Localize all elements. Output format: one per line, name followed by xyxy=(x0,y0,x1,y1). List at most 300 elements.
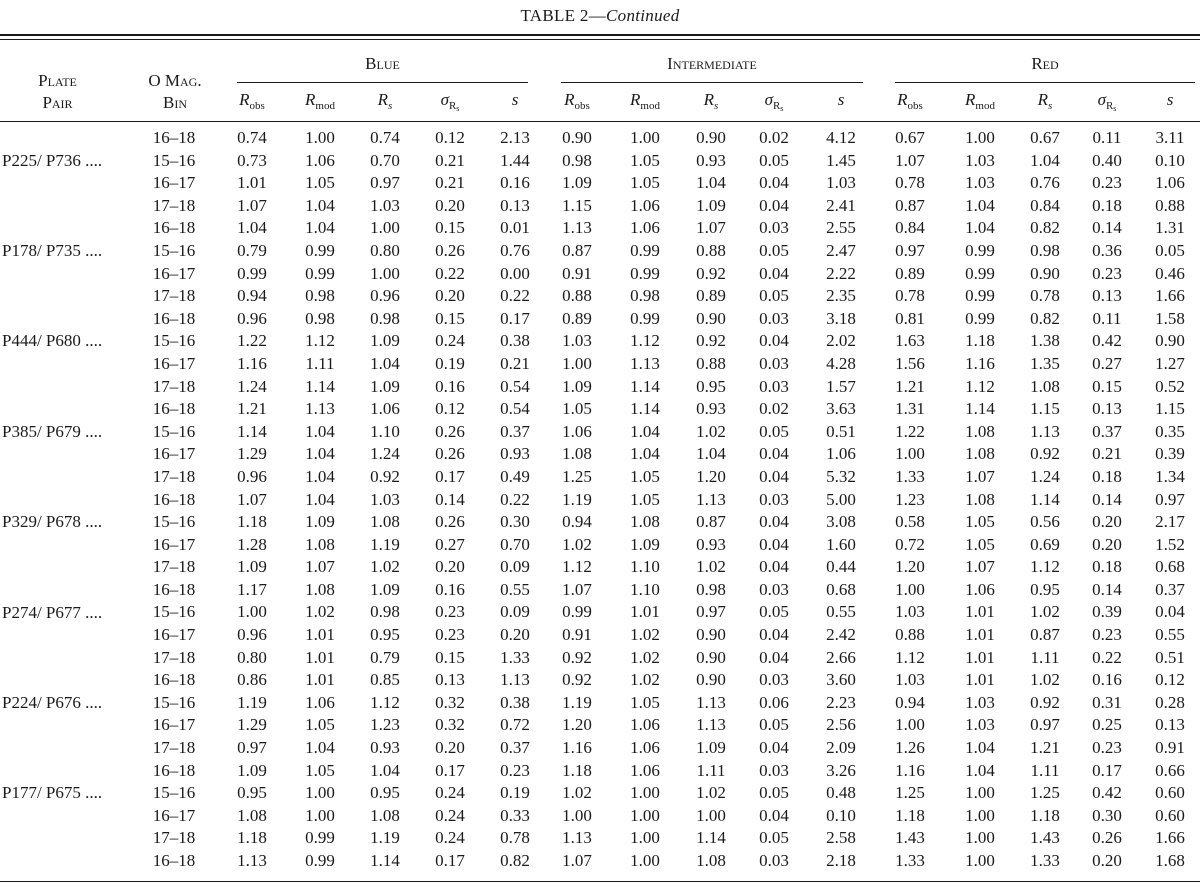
value-cell: 1.15 xyxy=(1030,399,1060,419)
value-cell: 0.18 xyxy=(1092,195,1122,215)
value-cell: 1.15 xyxy=(1155,399,1185,419)
value-cell: 1.18 xyxy=(965,331,995,351)
value-cell: 0.04 xyxy=(759,331,789,351)
table-row xyxy=(0,263,1200,286)
table-row xyxy=(0,511,1200,534)
value-cell: 0.13 xyxy=(435,670,465,690)
value-cell: 1.08 xyxy=(370,805,400,825)
value-cell: 1.06 xyxy=(305,692,335,712)
value-cell: 1.00 xyxy=(370,218,400,238)
value-cell: 2.35 xyxy=(826,286,856,306)
value-cell: 1.00 xyxy=(305,805,335,825)
mag-bin-cell: 16–18 xyxy=(152,670,196,690)
value-cell: 2.02 xyxy=(826,331,856,351)
value-cell: 2.23 xyxy=(826,692,856,712)
value-cell: 1.00 xyxy=(965,851,995,870)
value-cell: 0.85 xyxy=(370,670,400,690)
value-cell: 1.29 xyxy=(237,715,267,735)
mag-bin-cell: 16–17 xyxy=(152,173,196,193)
value-cell: 0.20 xyxy=(435,286,465,306)
value-cell: 3.60 xyxy=(826,670,856,690)
mag-bin-cell: 16–17 xyxy=(152,534,196,554)
value-cell: 0.81 xyxy=(895,308,925,328)
value-cell: 1.03 xyxy=(895,602,925,622)
plate-pair-label: P444/ P680 .... xyxy=(2,331,103,351)
value-cell: 0.06 xyxy=(759,692,789,712)
value-cell: 1.03 xyxy=(895,670,925,690)
value-cell: 0.18 xyxy=(1092,557,1122,577)
value-cell: 1.19 xyxy=(562,489,592,509)
value-cell: 1.01 xyxy=(305,670,335,690)
value-cell: 0.99 xyxy=(965,263,995,283)
value-cell: 0.99 xyxy=(965,286,995,306)
value-cell: 0.23 xyxy=(435,625,465,645)
value-cell: 0.17 xyxy=(500,308,530,328)
value-cell: 0.13 xyxy=(500,195,530,215)
value-cell: 2.58 xyxy=(826,828,856,848)
value-cell: 1.16 xyxy=(895,760,925,780)
value-cell: 1.31 xyxy=(895,399,925,419)
value-cell: 0.10 xyxy=(826,805,856,825)
value-cell: 0.95 xyxy=(237,783,267,803)
value-cell: 0.05 xyxy=(759,150,789,170)
value-cell: 0.15 xyxy=(435,308,465,328)
value-cell: 0.91 xyxy=(562,625,592,645)
value-cell: 1.29 xyxy=(237,444,267,464)
col-header-rmod: $R_{mod}$ xyxy=(965,90,995,112)
value-cell: 1.13 xyxy=(1030,421,1060,441)
value-cell: 1.09 xyxy=(696,195,726,215)
data-table xyxy=(0,127,1200,873)
value-cell: 1.02 xyxy=(305,602,335,622)
value-cell: 0.55 xyxy=(500,579,530,599)
value-cell: 0.22 xyxy=(1092,647,1122,667)
value-cell: 0.90 xyxy=(1030,263,1060,283)
value-cell: 0.97 xyxy=(237,738,267,758)
value-cell: 0.78 xyxy=(500,828,530,848)
value-cell: 0.69 xyxy=(1030,534,1060,554)
table-row xyxy=(0,534,1200,557)
value-cell: 1.11 xyxy=(1030,647,1060,667)
value-cell: 0.36 xyxy=(1092,240,1122,260)
value-cell: 0.32 xyxy=(435,715,465,735)
value-cell: 1.10 xyxy=(630,579,660,599)
value-cell: 1.66 xyxy=(1155,828,1185,848)
value-cell: 1.21 xyxy=(1030,738,1060,758)
value-cell: 0.20 xyxy=(435,557,465,577)
mag-bin-cell: 17–18 xyxy=(152,466,196,486)
value-cell: 2.13 xyxy=(500,128,530,147)
value-cell: 1.01 xyxy=(965,625,995,645)
value-cell: 1.05 xyxy=(630,692,660,712)
value-cell: 1.11 xyxy=(1030,760,1060,780)
value-cell: 0.17 xyxy=(435,760,465,780)
value-cell: 0.60 xyxy=(1155,783,1185,803)
value-cell: 0.30 xyxy=(500,512,530,532)
value-cell: 0.95 xyxy=(370,783,400,803)
value-cell: 1.16 xyxy=(562,738,592,758)
value-cell: 1.08 xyxy=(630,512,660,532)
value-cell: 1.13 xyxy=(562,218,592,238)
value-cell: 1.01 xyxy=(965,602,995,622)
value-cell: 1.26 xyxy=(895,738,925,758)
value-cell: 1.20 xyxy=(696,466,726,486)
value-cell: 0.19 xyxy=(500,783,530,803)
value-cell: 1.09 xyxy=(562,173,592,193)
group-rule-red xyxy=(895,82,1195,83)
value-cell: 0.03 xyxy=(759,218,789,238)
value-cell: 0.98 xyxy=(305,308,335,328)
value-cell: 1.00 xyxy=(630,128,660,147)
value-cell: 1.02 xyxy=(696,783,726,803)
value-cell: 1.03 xyxy=(965,150,995,170)
value-cell: 1.13 xyxy=(696,692,726,712)
value-cell: 1.04 xyxy=(696,444,726,464)
value-cell: 0.92 xyxy=(1030,692,1060,712)
mag-bin-cell: 17–18 xyxy=(152,195,196,215)
value-cell: 0.27 xyxy=(435,534,465,554)
value-cell: 1.05 xyxy=(630,150,660,170)
value-cell: 1.16 xyxy=(965,353,995,373)
value-cell: 3.08 xyxy=(826,512,856,532)
value-cell: 0.93 xyxy=(696,399,726,419)
value-cell: 1.09 xyxy=(370,331,400,351)
table-row xyxy=(0,579,1200,602)
value-cell: 0.21 xyxy=(500,353,530,373)
value-cell: 1.04 xyxy=(305,444,335,464)
mag-bin-cell: 17–18 xyxy=(152,286,196,306)
value-cell: 1.25 xyxy=(1030,783,1060,803)
mag-bin-cell: 16–17 xyxy=(152,715,196,735)
value-cell: 0.05 xyxy=(759,783,789,803)
value-cell: 1.00 xyxy=(965,828,995,848)
value-cell: 0.97 xyxy=(696,602,726,622)
value-cell: 1.00 xyxy=(895,444,925,464)
value-cell: 1.02 xyxy=(370,557,400,577)
value-cell: 1.00 xyxy=(305,128,335,147)
value-cell: 1.05 xyxy=(305,173,335,193)
col-header-rs: $R_s$ xyxy=(703,90,719,112)
value-cell: 0.89 xyxy=(562,308,592,328)
value-cell: 0.49 xyxy=(500,466,530,486)
value-cell: 0.70 xyxy=(370,150,400,170)
value-cell: 0.05 xyxy=(759,421,789,441)
table-bottom-rule xyxy=(0,881,1200,882)
col-header-rmod: $R_{mod}$ xyxy=(630,90,660,112)
value-cell: 0.87 xyxy=(895,195,925,215)
value-cell: 1.00 xyxy=(630,828,660,848)
mag-bin-cell: 15–16 xyxy=(152,421,196,441)
col-header-sigma: $\sigma_{R_s}$ xyxy=(440,90,460,113)
group-intermediate: Intermediate xyxy=(667,54,757,73)
value-cell: 0.90 xyxy=(1155,331,1185,351)
value-cell: 0.26 xyxy=(435,444,465,464)
value-cell: 1.18 xyxy=(562,760,592,780)
value-cell: 0.73 xyxy=(237,150,267,170)
value-cell: 0.03 xyxy=(759,760,789,780)
table-row xyxy=(0,489,1200,512)
table-row xyxy=(0,850,1200,873)
value-cell: 0.04 xyxy=(759,195,789,215)
value-cell: 1.16 xyxy=(237,353,267,373)
value-cell: 1.03 xyxy=(370,489,400,509)
value-cell: 0.42 xyxy=(1092,331,1122,351)
value-cell: 1.14 xyxy=(305,376,335,396)
value-cell: 1.12 xyxy=(630,331,660,351)
value-cell: 0.90 xyxy=(562,128,592,147)
plate-pair-label: P177/ P675 .... xyxy=(2,783,103,803)
value-cell: 0.38 xyxy=(500,331,530,351)
value-cell: 1.00 xyxy=(895,579,925,599)
value-cell: 0.99 xyxy=(237,263,267,283)
value-cell: 0.84 xyxy=(895,218,925,238)
col-header-robs: $R_{obs}$ xyxy=(564,90,590,112)
value-cell: 0.04 xyxy=(1155,602,1185,622)
table-row xyxy=(0,376,1200,399)
value-cell: 1.04 xyxy=(965,738,995,758)
value-cell: 1.38 xyxy=(1030,331,1060,351)
value-cell: 0.54 xyxy=(500,376,530,396)
value-cell: 0.35 xyxy=(1155,421,1185,441)
value-cell: 0.04 xyxy=(759,625,789,645)
value-cell: 1.00 xyxy=(895,715,925,735)
value-cell: 1.02 xyxy=(696,421,726,441)
value-cell: 1.03 xyxy=(965,715,995,735)
value-cell: 0.20 xyxy=(1092,851,1122,870)
value-cell: 0.92 xyxy=(370,466,400,486)
value-cell: 1.04 xyxy=(237,218,267,238)
value-cell: 0.11 xyxy=(1092,308,1122,328)
plate-pair-label: P329/ P678 .... xyxy=(2,512,103,532)
value-cell: 1.13 xyxy=(237,851,267,870)
value-cell: 1.14 xyxy=(696,828,726,848)
value-cell: 1.04 xyxy=(305,195,335,215)
mag-bin-cell: 16–18 xyxy=(152,760,196,780)
value-cell: 1.15 xyxy=(562,195,592,215)
value-cell: 1.04 xyxy=(630,444,660,464)
value-cell: 0.13 xyxy=(1092,286,1122,306)
value-cell: 1.02 xyxy=(562,534,592,554)
group-blue: Blue xyxy=(365,54,400,73)
value-cell: 1.04 xyxy=(965,218,995,238)
omag-bin-header: O Mag. Bin xyxy=(148,71,202,112)
value-cell: 0.99 xyxy=(562,602,592,622)
value-cell: 0.94 xyxy=(237,286,267,306)
col-header-s: s xyxy=(837,90,845,109)
value-cell: 0.58 xyxy=(895,512,925,532)
value-cell: 1.04 xyxy=(965,195,995,215)
value-cell: 5.32 xyxy=(826,466,856,486)
value-cell: 0.04 xyxy=(759,263,789,283)
value-cell: 1.09 xyxy=(370,376,400,396)
value-cell: 3.11 xyxy=(1155,128,1185,147)
value-cell: 1.25 xyxy=(562,466,592,486)
value-cell: 0.37 xyxy=(1155,579,1185,599)
value-cell: 0.23 xyxy=(1092,625,1122,645)
value-cell: 1.07 xyxy=(237,195,267,215)
value-cell: 0.25 xyxy=(1092,715,1122,735)
value-cell: 1.12 xyxy=(305,331,335,351)
value-cell: 1.04 xyxy=(696,173,726,193)
value-cell: 0.15 xyxy=(435,218,465,238)
value-cell: 0.67 xyxy=(895,128,925,147)
value-cell: 0.23 xyxy=(1092,263,1122,283)
value-cell: 1.56 xyxy=(895,353,925,373)
header-bottom-rule xyxy=(0,121,1200,122)
value-cell: 1.00 xyxy=(630,805,660,825)
mag-bin-cell: 16–18 xyxy=(152,579,196,599)
value-cell: 0.98 xyxy=(562,150,592,170)
value-cell: 0.03 xyxy=(759,489,789,509)
value-cell: 1.23 xyxy=(895,489,925,509)
value-cell: 1.05 xyxy=(965,512,995,532)
value-cell: 0.05 xyxy=(759,715,789,735)
value-cell: 0.22 xyxy=(500,286,530,306)
value-cell: 0.32 xyxy=(435,692,465,712)
value-cell: 1.18 xyxy=(895,805,925,825)
value-cell: 0.97 xyxy=(370,173,400,193)
value-cell: 1.07 xyxy=(895,150,925,170)
value-cell: 1.04 xyxy=(305,421,335,441)
mag-bin-cell: 15–16 xyxy=(152,783,196,803)
value-cell: 2.66 xyxy=(826,647,856,667)
value-cell: 1.00 xyxy=(562,805,592,825)
table-row xyxy=(0,127,1200,150)
value-cell: 0.23 xyxy=(500,760,530,780)
value-cell: 0.92 xyxy=(1030,444,1060,464)
value-cell: 1.04 xyxy=(370,353,400,373)
plate-pair-label: P224/ P676 .... xyxy=(2,693,103,712)
value-cell: 2.55 xyxy=(826,218,856,238)
mag-bin-cell: 17–18 xyxy=(152,557,196,577)
value-cell: 0.91 xyxy=(1155,738,1185,758)
value-cell: 1.01 xyxy=(305,647,335,667)
value-cell: 0.17 xyxy=(1092,760,1122,780)
value-cell: 1.04 xyxy=(305,218,335,238)
value-cell: 1.18 xyxy=(237,512,267,532)
group-red: Red xyxy=(1031,54,1059,73)
value-cell: 1.10 xyxy=(370,421,400,441)
value-cell: 0.09 xyxy=(500,602,530,622)
value-cell: 0.54 xyxy=(500,399,530,419)
table-row xyxy=(0,760,1200,783)
value-cell: 0.96 xyxy=(237,466,267,486)
table-row xyxy=(0,195,1200,218)
value-cell: 0.89 xyxy=(696,286,726,306)
value-cell: 0.96 xyxy=(237,625,267,645)
value-cell: 0.98 xyxy=(696,579,726,599)
value-cell: 1.24 xyxy=(237,376,267,396)
value-cell: 0.21 xyxy=(435,173,465,193)
value-cell: 0.98 xyxy=(370,602,400,622)
value-cell: 1.00 xyxy=(305,783,335,803)
value-cell: 0.24 xyxy=(435,805,465,825)
mag-bin-cell: 16–17 xyxy=(152,444,196,464)
value-cell: 0.14 xyxy=(1092,489,1122,509)
value-cell: 1.02 xyxy=(562,783,592,803)
value-cell: 1.12 xyxy=(895,647,925,667)
value-cell: 0.99 xyxy=(630,308,660,328)
value-cell: 2.41 xyxy=(826,195,856,215)
value-cell: 1.05 xyxy=(630,489,660,509)
value-cell: 1.25 xyxy=(895,783,925,803)
table-row xyxy=(0,714,1200,737)
value-cell: 0.13 xyxy=(1092,399,1122,419)
value-cell: 0.99 xyxy=(630,240,660,260)
value-cell: 0.98 xyxy=(630,286,660,306)
group-rule-blue xyxy=(237,82,528,83)
value-cell: 1.13 xyxy=(696,489,726,509)
value-cell: 0.78 xyxy=(1030,286,1060,306)
value-cell: 1.33 xyxy=(895,466,925,486)
top-double-rule-2 xyxy=(0,39,1200,40)
value-cell: 1.13 xyxy=(696,715,726,735)
value-cell: 0.14 xyxy=(1092,218,1122,238)
mag-bin-cell: 15–16 xyxy=(152,150,196,170)
value-cell: 1.06 xyxy=(826,444,856,464)
value-cell: 0.04 xyxy=(759,738,789,758)
table-row xyxy=(0,217,1200,240)
value-cell: 0.12 xyxy=(1155,670,1185,690)
value-cell: 1.66 xyxy=(1155,286,1185,306)
value-cell: 4.28 xyxy=(826,353,856,373)
value-cell: 0.93 xyxy=(370,738,400,758)
table-row xyxy=(0,308,1200,331)
value-cell: 0.78 xyxy=(895,173,925,193)
value-cell: 1.07 xyxy=(562,851,592,870)
value-cell: 1.07 xyxy=(562,579,592,599)
value-cell: 0.04 xyxy=(759,647,789,667)
value-cell: 0.17 xyxy=(435,851,465,870)
table-row xyxy=(0,285,1200,308)
value-cell: 0.78 xyxy=(895,286,925,306)
value-cell: 1.44 xyxy=(500,150,530,170)
plate-pair-label: P178/ P735 .... xyxy=(2,241,103,260)
value-cell: 0.04 xyxy=(759,466,789,486)
value-cell: 0.37 xyxy=(1092,421,1122,441)
value-cell: 0.03 xyxy=(759,851,789,870)
table-row xyxy=(0,172,1200,195)
mag-bin-cell: 16–17 xyxy=(152,805,196,825)
value-cell: 3.26 xyxy=(826,760,856,780)
plate-pair-label: P225/ P736 .... xyxy=(2,150,103,170)
value-cell: 1.21 xyxy=(895,376,925,396)
value-cell: 1.04 xyxy=(1030,150,1060,170)
value-cell: 0.13 xyxy=(1155,715,1185,735)
value-cell: 1.22 xyxy=(237,331,267,351)
value-cell: 0.24 xyxy=(435,331,465,351)
value-cell: 1.01 xyxy=(965,647,995,667)
value-cell: 0.04 xyxy=(759,512,789,532)
value-cell: 1.04 xyxy=(305,466,335,486)
col-header-sigma: $\sigma_{R_s}$ xyxy=(1097,90,1117,113)
value-cell: 0.03 xyxy=(759,670,789,690)
value-cell: 1.01 xyxy=(630,602,660,622)
table-row xyxy=(0,443,1200,466)
value-cell: 1.05 xyxy=(630,466,660,486)
value-cell: 1.06 xyxy=(370,399,400,419)
value-cell: 1.03 xyxy=(965,692,995,712)
mag-bin-cell: 15–16 xyxy=(152,602,196,622)
value-cell: 1.33 xyxy=(1030,851,1060,870)
value-cell: 1.08 xyxy=(965,421,995,441)
value-cell: 0.20 xyxy=(500,625,530,645)
value-cell: 1.05 xyxy=(630,173,660,193)
value-cell: 1.14 xyxy=(965,399,995,419)
value-cell: 1.05 xyxy=(305,760,335,780)
value-cell: 0.38 xyxy=(500,692,530,712)
value-cell: 0.20 xyxy=(435,195,465,215)
